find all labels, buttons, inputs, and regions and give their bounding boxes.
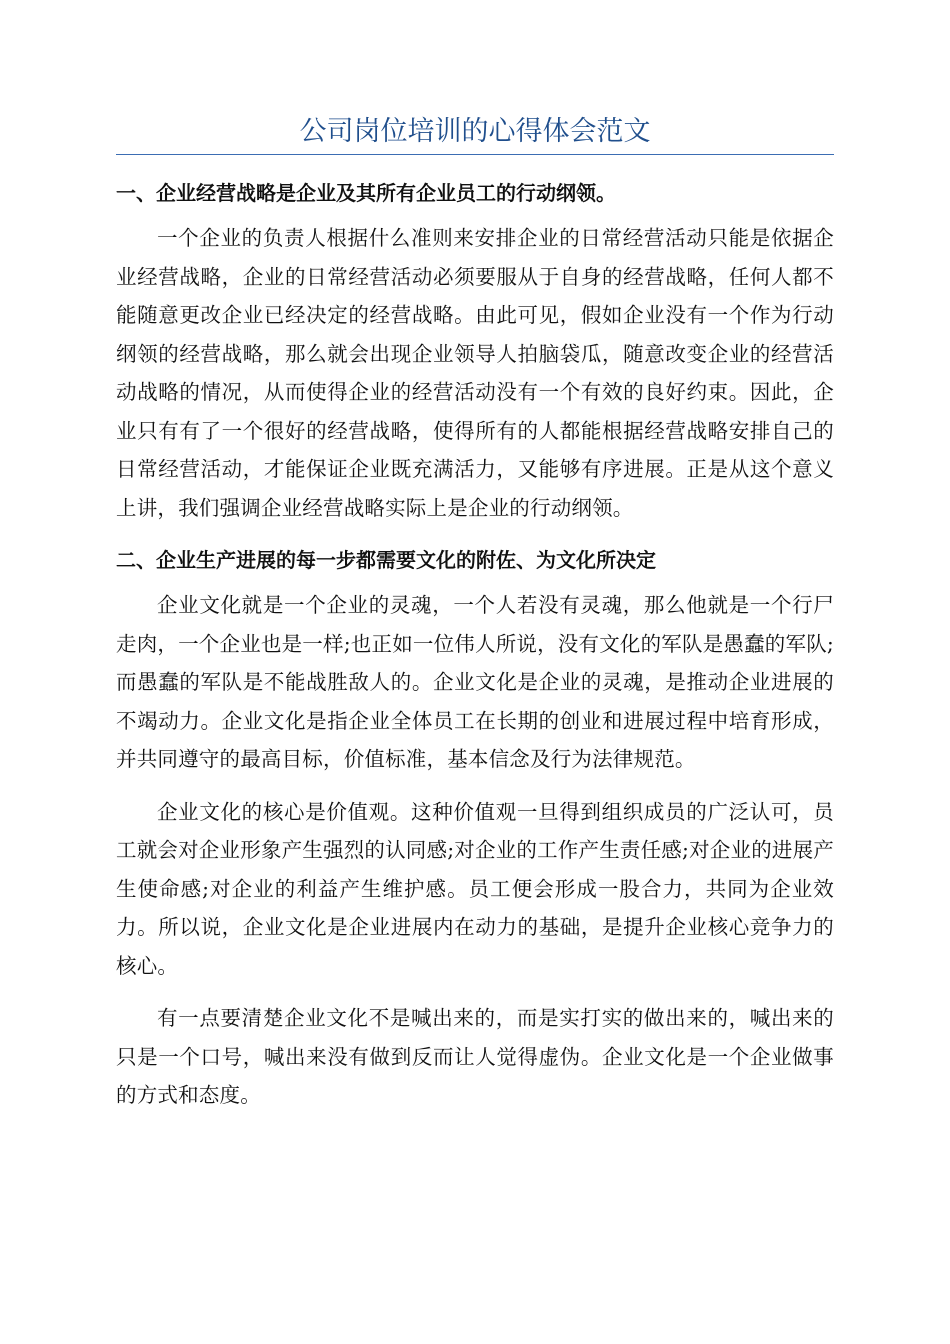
section-2-paragraph-3: 有一点要清楚企业文化不是喊出来的，而是实打实的做出来的，喊出来的只是一个口号，喊出来没有做到反而让人觉得虚伪。企业文化是一个企业做事的方式和态度。 bbox=[116, 1006, 834, 1107]
section-1-paragraph-1: 一个企业的负责人根据什么准则来安排企业的日常经营活动只能是依据企业经营战略，企业的日常经营活动必须要服从于自身的经营战略，任何人都不能随意更改企业已经决定的经营战略。由此可见，假如企业没有一个作为行动纲领的经营战略，那么就会出现企业领导人拍脑袋瓜，随意改变企业的经营活动战略的情况，从而使得企业的经营活动没有一个有效的良好约束。因此，企业只有有了一个很好的经营战略，使得所有的人都能根据经营战略安排自己的日常经营活动，才能保证企业既充满活力，又能够有序进展。正是从这个意义上讲，我们强调企业经营战略实际上是企业的行动纲领。 bbox=[116, 226, 834, 520]
section-1-heading: 一、企业经营战略是企业及其所有企业员工的行动纲领。 bbox=[116, 181, 616, 205]
section-2-paragraph-1: 企业文化就是一个企业的灵魂，一个人若没有灵魂，那么他就是一个行尸走肉，一个企业也是一样;也正如一位伟人所说，没有文化的军队是愚蠢的军队;而愚蠢的军队是不能战胜敌人的。企业文化是企业的灵魂，是推动企业进展的不竭动力。企业文化是指企业全体员工在长期的创业和进展过程中培育形成，并共同遵守的最高目标，价值标准，基本信念及行为法律规范。 bbox=[116, 593, 835, 771]
document-body bbox=[116, 174, 834, 1115]
title-underline bbox=[116, 154, 834, 155]
document-title: 公司岗位培训的心得体会范文 bbox=[299, 116, 651, 147]
section-2-heading: 二、企业生产进展的每一步都需要文化的附佐、为文化所决定 bbox=[116, 548, 656, 572]
section-2-paragraph-2: 企业文化的核心是价值观。这种价值观一旦得到组织成员的广泛认可，员工就会对企业形象产生强烈的认同感;对企业的工作产生责任感;对企业的进展产生使命感;对企业的利益产生维护感。员工便会形成一股合力，共同为企业效力。所以说，企业文化是企业进展内在动力的基础，是提升企业核心竞争力的核心。 bbox=[116, 799, 835, 978]
